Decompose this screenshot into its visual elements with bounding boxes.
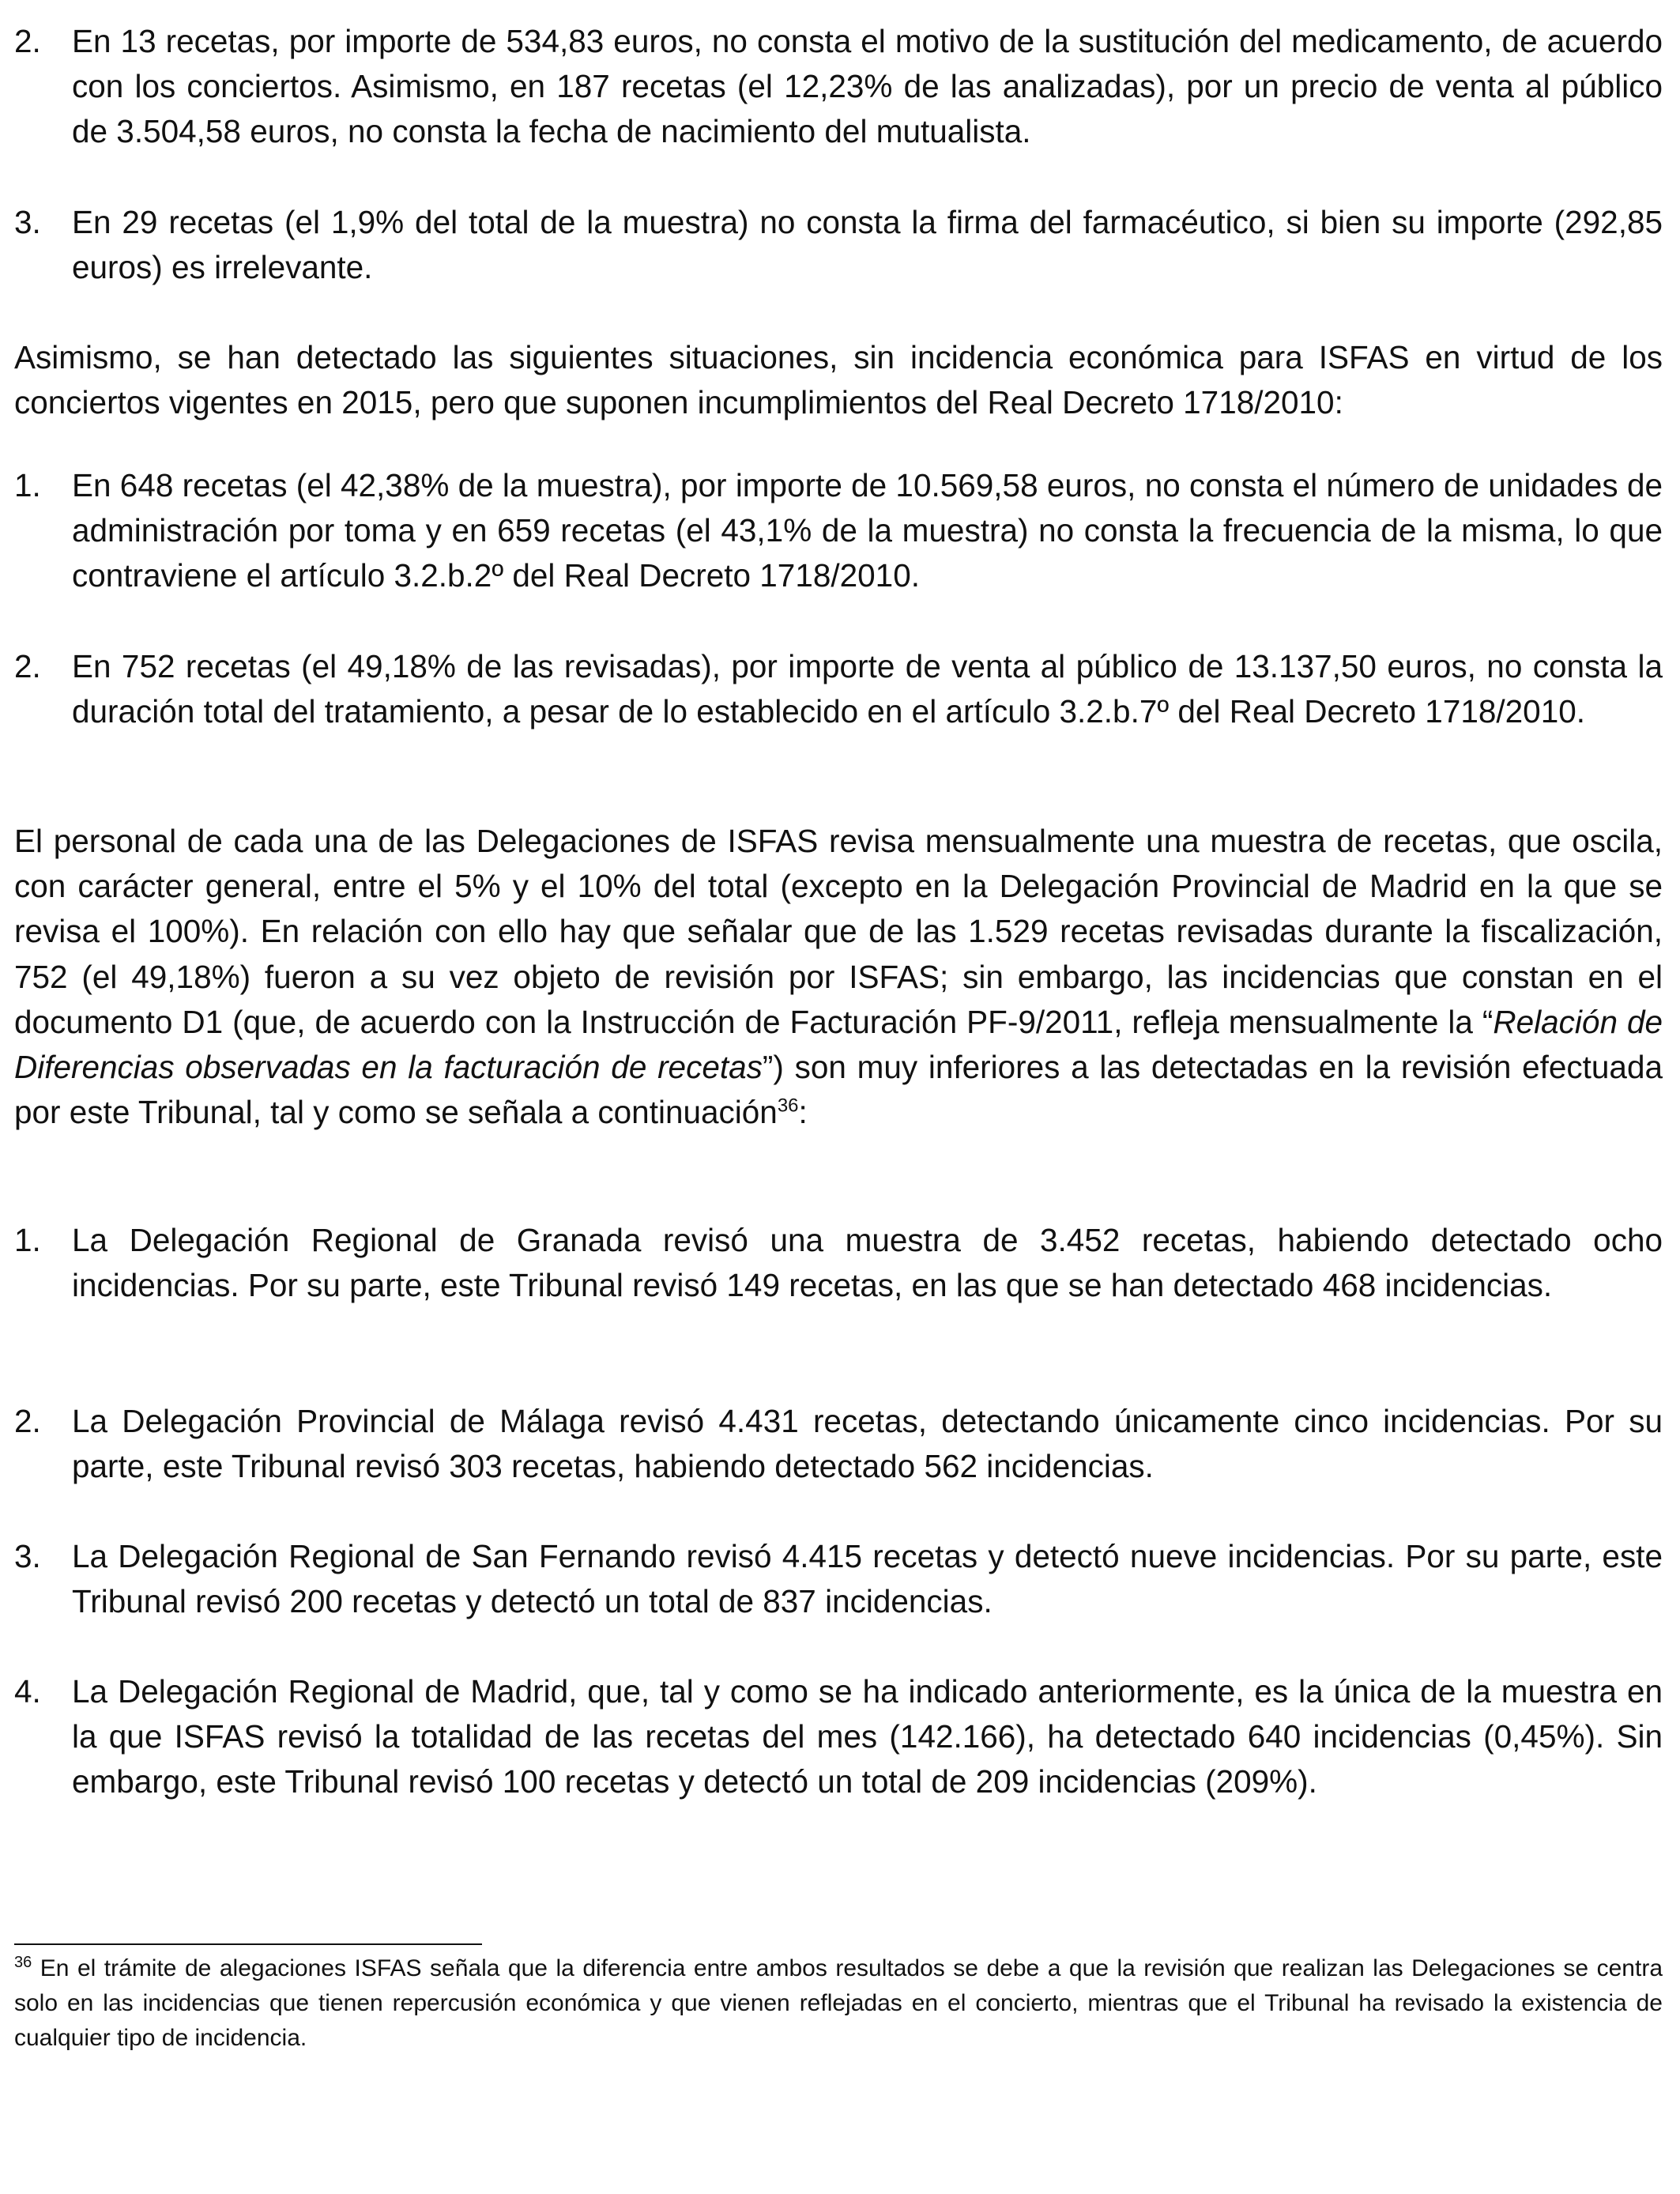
- italic-title: Relación de Diferencias observadas en la facturación de recetas: [14, 1003, 1663, 1086]
- paragraph-text-part: :: [798, 1094, 808, 1131]
- list-item: [14, 1669, 1663, 1805]
- footnote-number: 36: [14, 1954, 32, 1971]
- list-number: 4.: [14, 1673, 41, 1710]
- paragraph-text-part: El personal de cada una de las Delegaciones de ISFAS revisa mensualmente una muestra de recetas, que oscila, con carácter general, entre el 5% y el 10% del total (excepto en la Delegación Provincial de Madrid en la que se revisa el 100%). En relación con ello hay que señalar que de las 1.529 recetas revisadas durante la fiscalización, 752 (el 49,18%) fueron a su vez objeto de revisión por ISFAS; sin embargo, las incidencias que constan en el documento D1 (que, de acuerdo con la Instrucción de Facturación PF-9/2011, refleja mensualmente la “: [14, 823, 1663, 1040]
- paragraph-text-part: ”) son muy inferiores a las detectadas en la revisión efectuada por este Tribunal, tal y como se señala a continuación: [14, 1049, 1663, 1131]
- list-item: [14, 1218, 1663, 1308]
- list-text: En 13 recetas, por importe de 534,83 euros, no consta el motivo de la sustitución del medicamento, de acuerdo con los conciertos. Asimismo, en 187 recetas (el 12,23% de las analizadas), por un precio de venta al público de 3.504,58 euros, no consta la fecha de nacimiento del mutualista.: [72, 23, 1663, 150]
- paragraph: [14, 335, 1663, 425]
- list-text: En 752 recetas (el 49,18% de las revisadas), por importe de venta al público de 13.137,50 euros, no consta la duración total del tratamiento, a pesar de lo establecido en el artículo 3.2.b.7º del Real Decreto 1718/2010.: [72, 648, 1663, 730]
- list-item: [14, 463, 1663, 599]
- paragraph-text: Asimismo, se han detectado las siguientes situaciones, sin incidencia económica para ISFAS en virtud de los conciertos vigentes en 2015, pero que suponen incumplimientos del Real Decreto 1718/2010:: [14, 339, 1663, 421]
- list-item: [14, 644, 1663, 734]
- list-number: 3.: [14, 1538, 41, 1574]
- footnote-separator: [14, 1943, 482, 1945]
- list-text: La Delegación Provincial de Málaga revisó 4.431 recetas, detectando únicamente cinco incidencias. Por su parte, este Tribunal revisó 303 recetas, habiendo detectado 562 incidencias.: [72, 1403, 1663, 1485]
- list-item: [14, 200, 1663, 290]
- list-number: 3.: [14, 204, 41, 240]
- list-number: 2.: [14, 1403, 41, 1439]
- list-item: [14, 19, 1663, 155]
- footnote: [14, 1951, 1663, 2056]
- list-number: 1.: [14, 467, 41, 503]
- list-text: En 648 recetas (el 42,38% de la muestra), por importe de 10.569,58 euros, no consta el número de unidades de administración por toma y en 659 recetas (el 43,1% de la muestra) no consta la frecuencia de la misma, lo que contraviene el artículo 3.2.b.2º del Real Decreto 1718/2010.: [72, 467, 1663, 594]
- list-text: La Delegación Regional de Madrid, que, tal y como se ha indicado anteriormente, es la única de la muestra en la que ISFAS revisó la totalidad de las recetas del mes (142.166), ha detectado 640 incidencias (0,45%). Sin embargo, este Tribunal revisó 100 recetas y detectó un total de 209 incidencias (209%).: [72, 1673, 1663, 1800]
- list-text: La Delegación Regional de Granada revisó una muestra de 3.452 recetas, habiendo detectado ocho incidencias. Por su parte, este Tribunal revisó 149 recetas, en las que se han detectado 468 incidencias.: [72, 1222, 1663, 1304]
- paragraph-text: [14, 819, 1663, 1135]
- list-number: 2.: [14, 23, 41, 59]
- list-text: La Delegación Regional de San Fernando revisó 4.415 recetas y detectó nueve incidencias. Por su parte, este Tribunal revisó 200 recetas y detectó un total de 837 incidencias.: [72, 1538, 1663, 1620]
- footnote-reference[interactable]: 36: [777, 1095, 799, 1117]
- list-number: 1.: [14, 1222, 41, 1258]
- list-number: 2.: [14, 648, 41, 684]
- list-text: En 29 recetas (el 1,9% del total de la muestra) no consta la firma del farmacéutico, si bien su importe (292,85 euros) es irrelevante.: [72, 204, 1663, 286]
- paragraph: [14, 819, 1663, 1135]
- footnote-text: En el trámite de alegaciones ISFAS señala que la diferencia entre ambos resultados se debe a que la revisión que realizan las Delegaciones se centra solo en las incidencias que tienen repercusión económica y que vienen reflejadas en el concierto, mientras que el Tribunal ha revisado la existencia de cualquier tipo de incidencia.: [14, 1955, 1663, 2051]
- list-item: [14, 1399, 1663, 1489]
- list-item: [14, 1534, 1663, 1624]
